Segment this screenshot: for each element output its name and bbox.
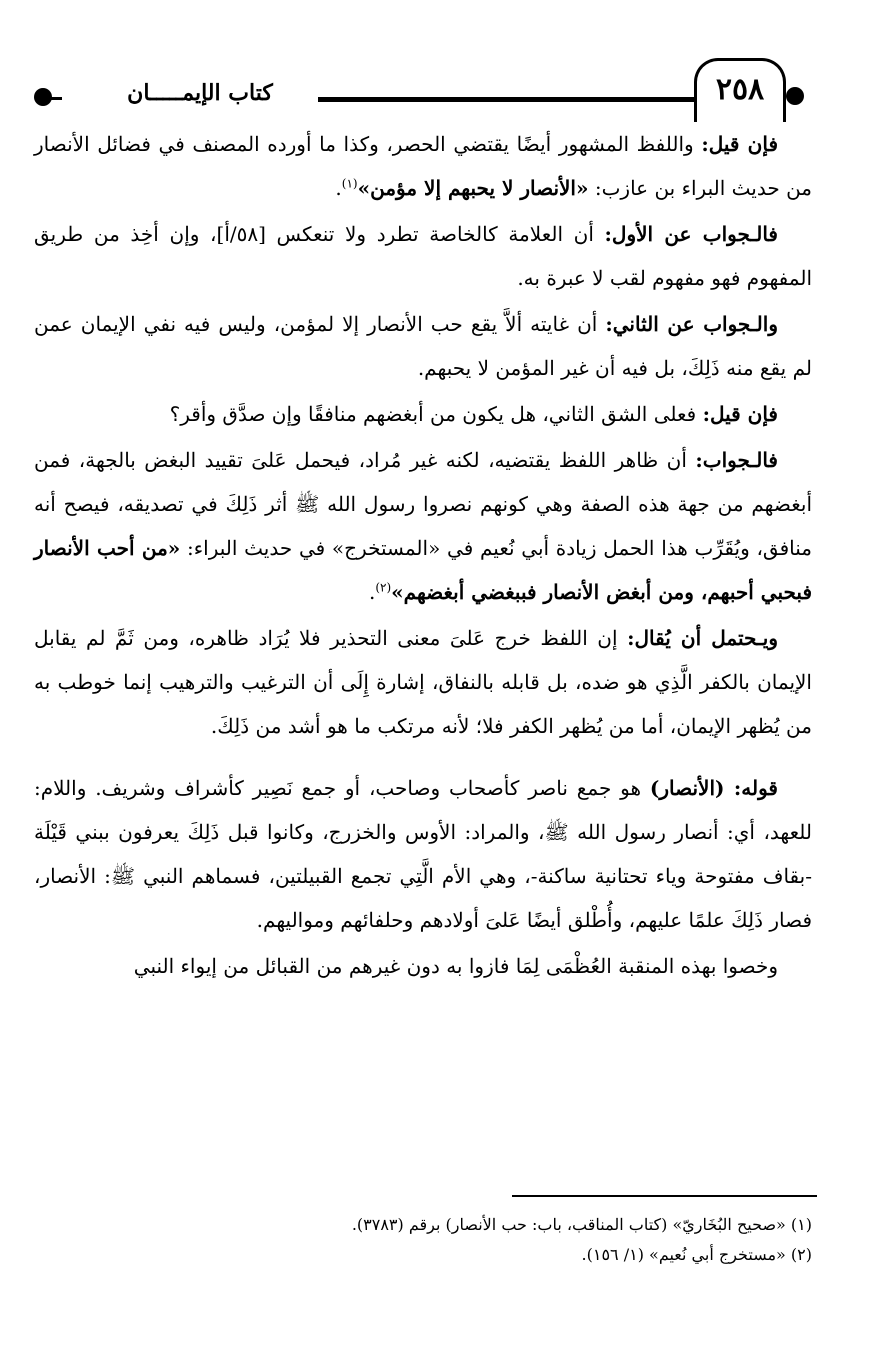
paragraph-lead: فالـجواب عن الأول: (604, 222, 778, 246)
paragraph-lead: ويـحتمل أن يُقال: (627, 626, 778, 650)
paragraph-text: فعلى الشق الثاني، هل يكون من أبغضهم منافقًا وإن صدَّق وأقر؟ (169, 402, 703, 426)
paragraph-text: إن اللفظ خرج عَلىَ معنى التحذير فلا يُرَاد ظاهره، ومن ثَمَّ لم يقابل الإيمان بالكفر الَّذِي هو ضده، بل قابله بالنفاق، إشارة إِلَى أن الترغيب والترهيب إنما خوطب به من يُظهر الإيمان، أما من يُظهر الكفر فلا؛ لأنه مرتكب ما هو أشد من ذَلِكَ. (34, 626, 812, 738)
paragraph-lead: فإن قيل: (701, 132, 778, 156)
footnote-ref: (١) (341, 176, 358, 191)
paragraph-text: أن ظاهر اللفظ يقتضيه، لكنه غير مُراد، فيحمل عَلىَ تقييد البغض بالجهة، فمن أبغضهم من جهة هذه الصفة وهي كونهم نصروا رسول الله ﷺ أثر ذَلِكَ في تصديقه، فيصح أنه منافق، ويُقَرِّب هذا الحمل زيادة أبي نُعيم في «المستخرج» في حديث البراء: (34, 448, 812, 560)
paragraph (34, 766, 812, 942)
paragraph (34, 392, 812, 436)
paragraph (34, 944, 812, 988)
footnote-ref: (٢) (375, 580, 392, 595)
header-bullet-left (34, 88, 52, 106)
paragraph-lead: قوله: (الأنصار) (649, 776, 778, 800)
footnotes (34, 1210, 812, 1270)
paragraph-lead: فالـجواب: (695, 448, 778, 472)
paragraph (34, 212, 812, 300)
footnote-divider (512, 1195, 817, 1197)
header-bullet-right (786, 87, 804, 105)
paragraph-tail: . (368, 580, 376, 604)
hadith-quote: «الأنصار لا يحبهم إلا مؤمن» (357, 176, 589, 200)
paragraph-lead: فإن قيل: (702, 402, 778, 426)
footnote: (٢) «مستخرج أبي نُعيم» (١/ ١٥٦). (581, 1245, 812, 1264)
hadith-quote: «من أحب الأنصار فبحبي أحبهم، ومن أبغض الأنصار فببغضي أبغضهم» (34, 536, 812, 604)
header-rule (318, 97, 694, 102)
paragraph-text: وخصوا بهذه المنقبة العُظْمَى لِمَا فازوا به دون غيرهم من القبائل من إيواء النبي (133, 954, 778, 978)
paragraph (34, 616, 812, 748)
paragraph-text: هو جمع ناصر كأصحاب وصاحب، أو جمع نَصِير كأشراف وشريف. واللام: للعهد، أي: أنصار رسول الله ﷺ، والمراد: الأوس والخزرج، وكانوا قبل ذَلِكَ يعرفون ببني قَيْلَة -بقاف مفتوحة وياء تحتانية ساكنة-، وهي الأم الَّتِي تجمع القبيلتين، فسماهم النبي ﷺ: الأنصار، فصار ذَلِكَ علمًا عليهم، وأُطْلق أيضًا عَلىَ أولادهم وحلفائهم ومواليهم. (34, 776, 812, 932)
footnote: (١) «صحيح البُخَاريّ» (كتاب المناقب، باب: حب الأنصار) برقم (٣٧٨٣). (351, 1215, 812, 1234)
paragraph (34, 122, 812, 210)
page-number: ٢٥٨ (715, 72, 765, 107)
paragraph (34, 438, 812, 614)
paragraph-tail: . (335, 176, 342, 200)
book-title: كتاب الإيمـــــان (127, 80, 273, 106)
paragraph-text: واللفظ المشهور أيضًا يقتضي الحصر، وكذا ما أورده المصنف في فضائل الأنصار من حديث البراء بن عازب: (34, 132, 812, 200)
paragraph (34, 302, 812, 390)
paragraph-text: أن العلامة كالخاصة تطرد ولا تنعكس [٥٨/أ]، وإن أخِذ من طريق المفهوم فهو مفهوم لقب لا عبرة به. (34, 222, 812, 290)
paragraph-text: أن غايته ألاَّ يقع حب الأنصار إلا لمؤمن، وليس فيه نفي الإيمان عمن لم يقع منه ذَلِكَ، بل فيه أن غير المؤمن لا يحبهم. (34, 312, 812, 380)
main-text (34, 122, 812, 988)
paragraph-lead: والـجواب عن الثاني: (605, 312, 778, 336)
